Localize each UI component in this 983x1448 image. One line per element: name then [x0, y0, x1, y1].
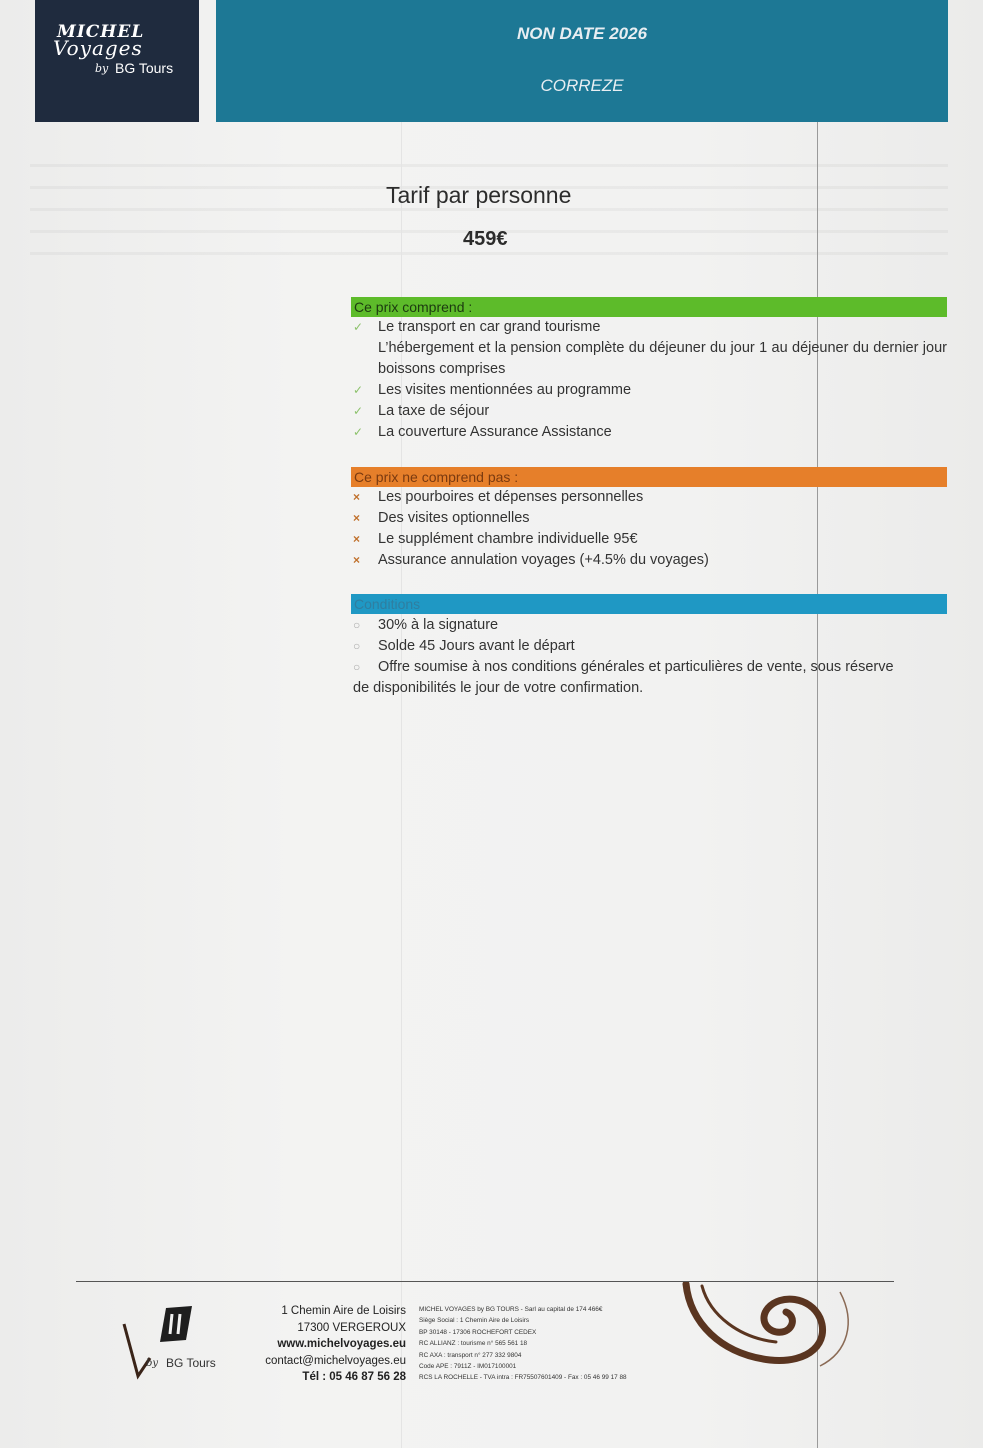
list-item-text: Offre soumise à nos conditions générales et particulières de vente, sous réserve	[378, 659, 894, 675]
list-item	[353, 338, 947, 380]
list-item-text: Assurance annulation voyages (+4.5% du voyages)	[378, 552, 709, 568]
trip-destination: CORREZE	[540, 76, 624, 95]
header-banner	[216, 0, 948, 122]
company-logo	[35, 0, 199, 122]
legal-line: Code APE : 7911Z - IM017100001	[419, 1363, 517, 1371]
conditions-heading: Conditions	[351, 594, 947, 614]
footer-logo	[120, 1302, 230, 1382]
list-item-text: Les pourboires et dépenses personnelles	[378, 489, 644, 505]
decorative-swirl	[680, 1282, 870, 1372]
list-item	[353, 657, 947, 678]
list-item-continuation: de disponibilités le jour de votre confirmation.	[353, 680, 644, 696]
cross-icon: ×	[353, 532, 361, 546]
cross-icon: ×	[353, 553, 361, 567]
list-item-text: 30% à la signature	[378, 617, 499, 633]
footer-legal	[419, 1304, 694, 1384]
check-icon: ✓	[353, 320, 364, 334]
list-item-text: Les visites mentionnées au programme	[378, 382, 632, 398]
phone-number: Tél : 05 46 87 56 28	[302, 1371, 406, 1383]
logo-brand-text: BG Tours	[115, 60, 174, 76]
check-icon: ✓	[353, 383, 364, 397]
legal-line: RC AXA : transport n° 277 332 9804	[419, 1351, 522, 1359]
legal-line: RC ALLIANZ : tourisme n° 565 561 18	[419, 1340, 528, 1348]
list-item	[353, 380, 947, 401]
list-item	[353, 615, 947, 636]
list-item-text: Des visites optionnelles	[378, 510, 530, 526]
list-item-text: Le supplément chambre individuelle 95€	[378, 531, 638, 547]
list-item-text: La couverture Assurance Assistance	[378, 424, 612, 440]
trip-date: NON DATE 2026	[516, 24, 648, 43]
circle-bullet-icon: ○	[353, 639, 361, 653]
tarif-title: Tarif par personne	[386, 182, 572, 208]
address-line: 1 Chemin Aire de Loisirs	[281, 1305, 406, 1317]
list-item-text: Le transport en car grand tourisme	[378, 319, 601, 335]
excludes-heading: Ce prix ne comprend pas :	[351, 467, 947, 487]
list-item-text: Solde 45 Jours avant le départ	[378, 638, 575, 654]
includes-list	[353, 317, 947, 443]
list-item	[353, 422, 947, 443]
list-item	[353, 508, 947, 529]
legal-line: Siège Social : 1 Chemin Aire de Loisirs	[419, 1317, 530, 1325]
cross-icon: ×	[353, 490, 361, 504]
footer-address	[230, 1303, 406, 1386]
list-item-text: La taxe de séjour	[378, 403, 490, 419]
footer-logo-by: by	[146, 1358, 159, 1369]
legal-line: RCS LA ROCHELLE - TVA intra : FR75507601409 - Fax : 05 46 99 17 88	[419, 1374, 627, 1382]
list-item	[353, 529, 947, 550]
logo-by-text: by	[95, 62, 109, 75]
legal-line: MICHEL VOYAGES by BG TOURS - Sarl au capital de 174 466€	[419, 1306, 603, 1313]
list-item	[353, 317, 947, 338]
list-item	[353, 636, 947, 657]
conditions-list	[353, 615, 947, 699]
includes-heading: Ce prix comprend :	[351, 297, 947, 317]
check-icon: ✓	[353, 404, 364, 418]
address-line: 17300 VERGEROUX	[297, 1321, 406, 1334]
list-item-text: L’hébergement et la pension complète du déjeuner du jour 1 au déjeuner du dernier jour boissons comprises	[378, 340, 947, 377]
footer-logo-brand: BG Tours	[166, 1356, 216, 1370]
website-link[interactable]: www.michelvoyages.eu	[277, 1338, 406, 1350]
list-item	[353, 487, 947, 508]
logo-voyages-text: Voyages	[53, 36, 143, 60]
legal-line: BP 30148 - 17306 ROCHEFORT CEDEX	[419, 1328, 537, 1336]
cross-icon: ×	[353, 511, 361, 525]
list-item	[353, 550, 947, 571]
email-link[interactable]: contact@michelvoyages.eu	[265, 1354, 406, 1367]
list-item	[353, 401, 947, 422]
circle-bullet-icon: ○	[353, 660, 361, 674]
check-icon: ✓	[353, 425, 364, 439]
tarif-price: 459€	[463, 228, 508, 250]
circle-bullet-icon: ○	[353, 618, 361, 632]
logo-michel-text: MICHEL	[57, 22, 145, 42]
excludes-list	[353, 487, 947, 571]
